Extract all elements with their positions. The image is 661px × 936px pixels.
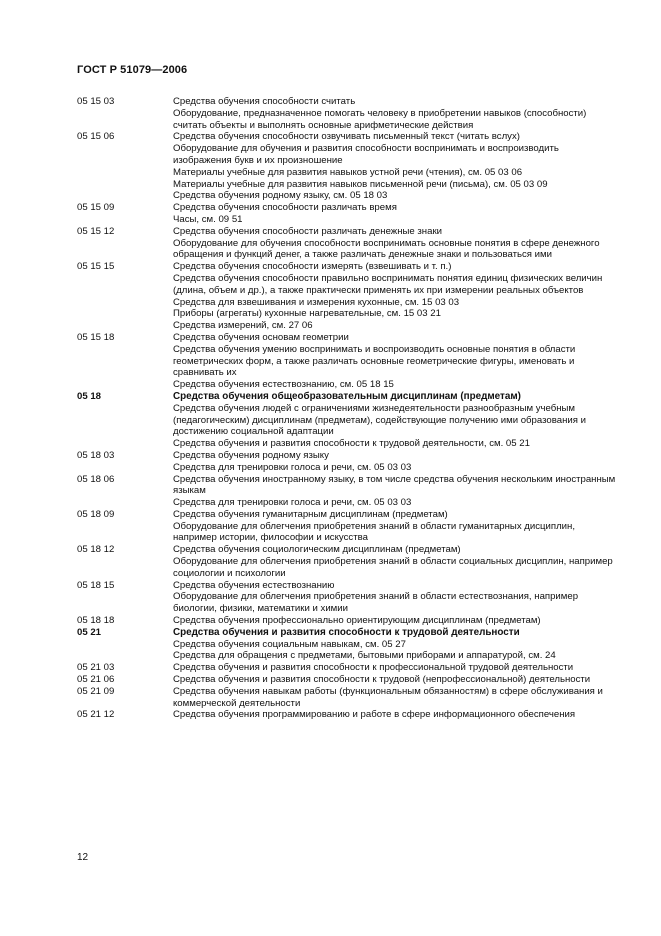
classification-entry (77, 544, 617, 579)
entry-description: Средства для взвешивания и измерения кухонные, см. 15 03 03 (173, 296, 460, 308)
entry-content (173, 96, 617, 131)
entry-title: Средства обучения иностранному языку, в том числе средства обучения нескольким иностранным языкам (173, 473, 616, 497)
entry-code: 05 18 18 (77, 615, 115, 627)
entry-content (173, 391, 617, 450)
entry-description: Средства для тренировки голоса и речи, см. 05 03 03 (173, 461, 412, 473)
entry-title: Средства обучения способности считать (173, 96, 356, 107)
page-number: 12 (77, 852, 89, 863)
classification-entry (77, 226, 617, 261)
classification-entry (77, 662, 617, 674)
entry-title: Средства обучения способности различать время (173, 202, 397, 214)
entry-code: 05 21 03 (77, 662, 115, 674)
entry-code: 05 18 (77, 390, 102, 402)
entry-description: Средства обучения способности правильно воспринимать понятия единиц физических величин (длина, объем и др.), а также практически применять их при измерении реальных объектов (173, 272, 603, 296)
entry-content (173, 332, 617, 391)
entry-title: Средства обучения и развития способности к трудовой деятельности (173, 626, 520, 638)
entry-code: 05 18 06 (77, 473, 115, 485)
entry-title: Средства обучения и развития способности к трудовой (непрофессиональной) деятельности (173, 674, 591, 686)
entry-description: Оборудование для обучения и развития способности воспринимать и воспроизводить изображения букв и их произношение (173, 143, 559, 166)
entry-description: Средства измерений, см. 27 06 (173, 320, 313, 332)
classification-entry (77, 509, 617, 544)
entry-description: Средства обучения социальным навыкам, см. 05 27 (173, 638, 406, 650)
classification-entry (77, 332, 617, 391)
entry-description: Приборы (агрегаты) кухонные нагревательные, см. 15 03 21 (173, 308, 441, 320)
classification-entry (77, 261, 617, 332)
entry-title: Средства обучения профессионально ориентирующим дисциплинам (предметам) (173, 615, 541, 627)
entry-content (173, 674, 617, 686)
entry-description: Средства обучения родному языку, см. 05 18 03 (173, 190, 388, 202)
entry-description: Средства для тренировки голоса и речи, см. 05 03 03 (173, 497, 412, 509)
entry-description: Материалы учебные для развития навыков письменной речи (письма), см. 05 03 09 (173, 178, 548, 190)
entry-title: Средства обучения способности измерять (взвешивать и т. п.) (173, 261, 452, 273)
entry-code: 05 21 06 (77, 674, 115, 686)
entry-code: 05 15 18 (77, 331, 115, 343)
entry-description: Средства обучения естествознанию, см. 05 18 15 (173, 379, 394, 391)
entry-code: 05 18 09 (77, 508, 115, 520)
entry-content (173, 474, 617, 509)
entry-content (173, 131, 617, 202)
classification-entry (77, 580, 617, 615)
entry-description: Оборудование для облегчения приобретения знаний в области социальных дисциплин, например социологии и психологии (173, 556, 613, 579)
entry-code: 05 21 (77, 626, 102, 638)
entry-content (173, 627, 617, 662)
entry-title: Средства обучения программированию и работе в сфере информационного обеспечения (173, 709, 576, 721)
classification-list (77, 96, 617, 721)
entry-code: 05 21 09 (77, 685, 115, 697)
entry-code: 05 21 12 (77, 709, 115, 721)
classification-entry (77, 686, 617, 710)
entry-content (173, 226, 617, 261)
section-entry (77, 627, 617, 662)
entry-code: 05 15 06 (77, 131, 115, 143)
entry-description: Оборудование для облегчения приобретения знаний в области гуманитарных дисциплин, например истории, философии и искусства (173, 520, 576, 544)
entry-content (173, 509, 617, 544)
entry-content (173, 615, 617, 627)
entry-title: Средства обучения и развития способности к профессиональной трудовой деятельности (173, 662, 574, 674)
entry-content (173, 202, 617, 226)
entry-code: 05 18 03 (77, 449, 115, 461)
classification-entry (77, 202, 617, 226)
entry-description: Оборудование, предназначенное помогать человеку в приобретении навыков (способности) считать объекты и выполнять основные арифметические действия (173, 107, 587, 131)
classification-entry (77, 615, 617, 627)
entry-code: 05 15 09 (77, 202, 115, 214)
entry-code: 05 15 12 (77, 225, 115, 237)
entry-content (173, 686, 617, 710)
entry-content (173, 450, 617, 474)
classification-entry (77, 674, 617, 686)
entry-content (173, 261, 617, 332)
entry-title: Средства обучения социологическим дисциплинам (предметам) (173, 544, 461, 556)
entry-description: Оборудование для облегчения приобретения знаний в области естествознания, например биологии, физики, математики и химии (173, 591, 579, 615)
entry-title: Средства обучения естествознанию (173, 579, 335, 591)
entry-description: Средства обучения умению воспринимать и воспроизводить основные понятия в области геометрических форм, а также различать основные геометрические фигуры, именовать и сравнивать их (173, 343, 576, 379)
entry-title: Средства обучения родному языку (173, 449, 329, 461)
entry-description: Оборудование для обучения способности воспринимать основные понятия в сфере денежного обращения и функций денег, а также различать денежные знаки и пользоваться ими (173, 237, 600, 261)
classification-entry (77, 474, 617, 509)
classification-entry (77, 131, 617, 202)
entry-title: Средства обучения навыкам работы (функциональным обязанностям) в сфере обслуживания и коммерческой деятельности (173, 685, 603, 709)
entry-description: Средства для обращения с предметами, бытовыми приборами и аппаратурой, см. 24 (173, 650, 556, 662)
entry-content (173, 709, 617, 721)
entry-code: 05 15 15 (77, 261, 115, 273)
classification-entry (77, 96, 617, 131)
entry-description: Средства обучения людей с ограничениями жизнедеятельности разнообразным учебным (педагогическим) дисциплинам (предметам), содействующие получению ими образования и достижению социальной адаптации (173, 402, 586, 438)
entry-title: Средства обучения основам геометрии (173, 331, 349, 343)
entry-title: Средства обучения гуманитарным дисциплинам (предметам) (173, 508, 448, 520)
entry-content (173, 662, 617, 674)
entry-title: Средства обучения общеобразовательным дисциплинам (предметам) (173, 390, 521, 402)
entry-title: Средства обучения способности различать денежные знаки (173, 225, 442, 237)
entry-description: Средства обучения и развития способности к трудовой деятельности, см. 05 21 (173, 438, 530, 450)
entry-code: 05 18 15 (77, 579, 115, 591)
entry-description: Материалы учебные для развития навыков устной речи (чтения), см. 05 03 06 (173, 166, 523, 178)
section-entry (77, 391, 617, 450)
document-title: ГОСТ Р 51079—2006 (77, 64, 188, 76)
entry-content (173, 580, 617, 615)
entry-content (173, 544, 617, 579)
classification-entry (77, 709, 617, 721)
entry-description: Часы, см. 09 51 (173, 213, 243, 225)
classification-entry (77, 450, 617, 474)
entry-code: 05 15 03 (77, 96, 115, 107)
entry-code: 05 18 12 (77, 544, 115, 556)
entry-title: Средства обучения способности озвучивать письменный текст (читать вслух) (173, 131, 520, 143)
